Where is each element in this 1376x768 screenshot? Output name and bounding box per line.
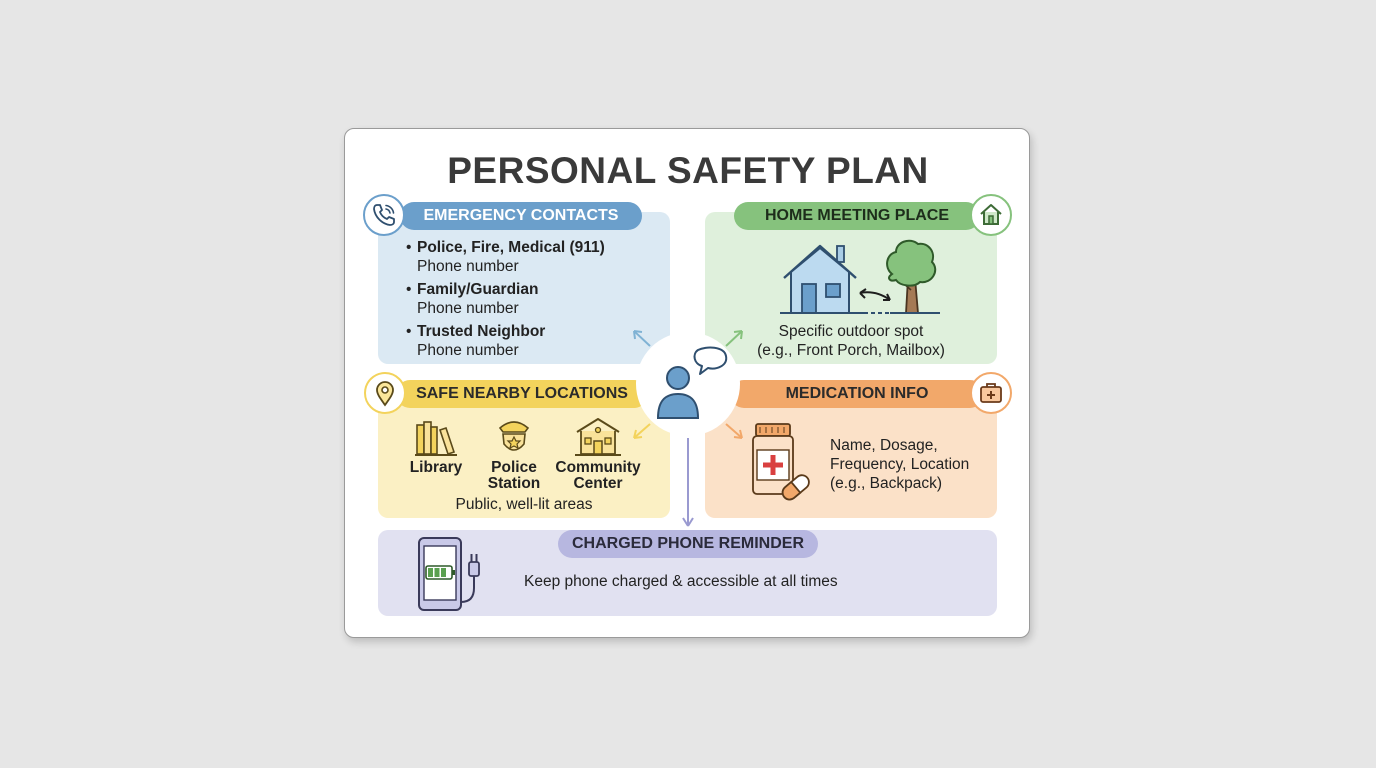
page-title: PERSONAL SAFETY PLAN: [447, 150, 929, 191]
contact-detail: Phone number: [417, 258, 519, 275]
location-label-line1: Police: [491, 459, 537, 476]
location-library: Library: [409, 459, 463, 476]
medication-info-heading: MEDICATION INFO: [730, 380, 984, 408]
contact-name: Trusted Neighbor: [417, 323, 546, 340]
list-item: • Police, Fire, Medical (911) Phone number: [406, 239, 605, 275]
safe-locations-heading: SAFE NEARBY LOCATIONS: [396, 380, 648, 408]
medication-line3: (e.g., Backpack): [830, 475, 942, 492]
contact-detail: Phone number: [417, 300, 519, 317]
location-label-line1: Community: [555, 459, 641, 476]
charged-phone-heading: CHARGED PHONE REMINDER: [558, 530, 818, 558]
charged-phone-text: Keep phone charged & accessible at all times: [524, 573, 838, 590]
safe-locations-note: Public, well-lit areas: [455, 496, 593, 513]
contact-detail: Phone number: [417, 342, 519, 359]
person-speech-icon: [650, 344, 732, 424]
list-item: • Family/Guardian Phone number: [406, 280, 605, 318]
contact-name: Police, Fire, Medical (911): [417, 239, 605, 256]
location-label-line2: Station: [487, 475, 541, 492]
medication-line1: Name, Dosage,: [830, 437, 938, 454]
list-item: • Trusted Neighbor Phone number: [406, 322, 605, 360]
meeting-place-line1: Specific outdoor spot: [778, 323, 924, 340]
emergency-contacts-heading: EMERGENCY CONTACTS: [400, 202, 642, 230]
contact-name: Family/Guardian: [417, 281, 539, 298]
medication-line2: Frequency, Location: [830, 456, 970, 473]
location-label-line2: Center: [573, 475, 623, 492]
meeting-place-line2: (e.g., Front Porch, Mailbox): [757, 342, 945, 359]
home-meeting-place-heading: HOME MEETING PLACE: [734, 202, 980, 230]
